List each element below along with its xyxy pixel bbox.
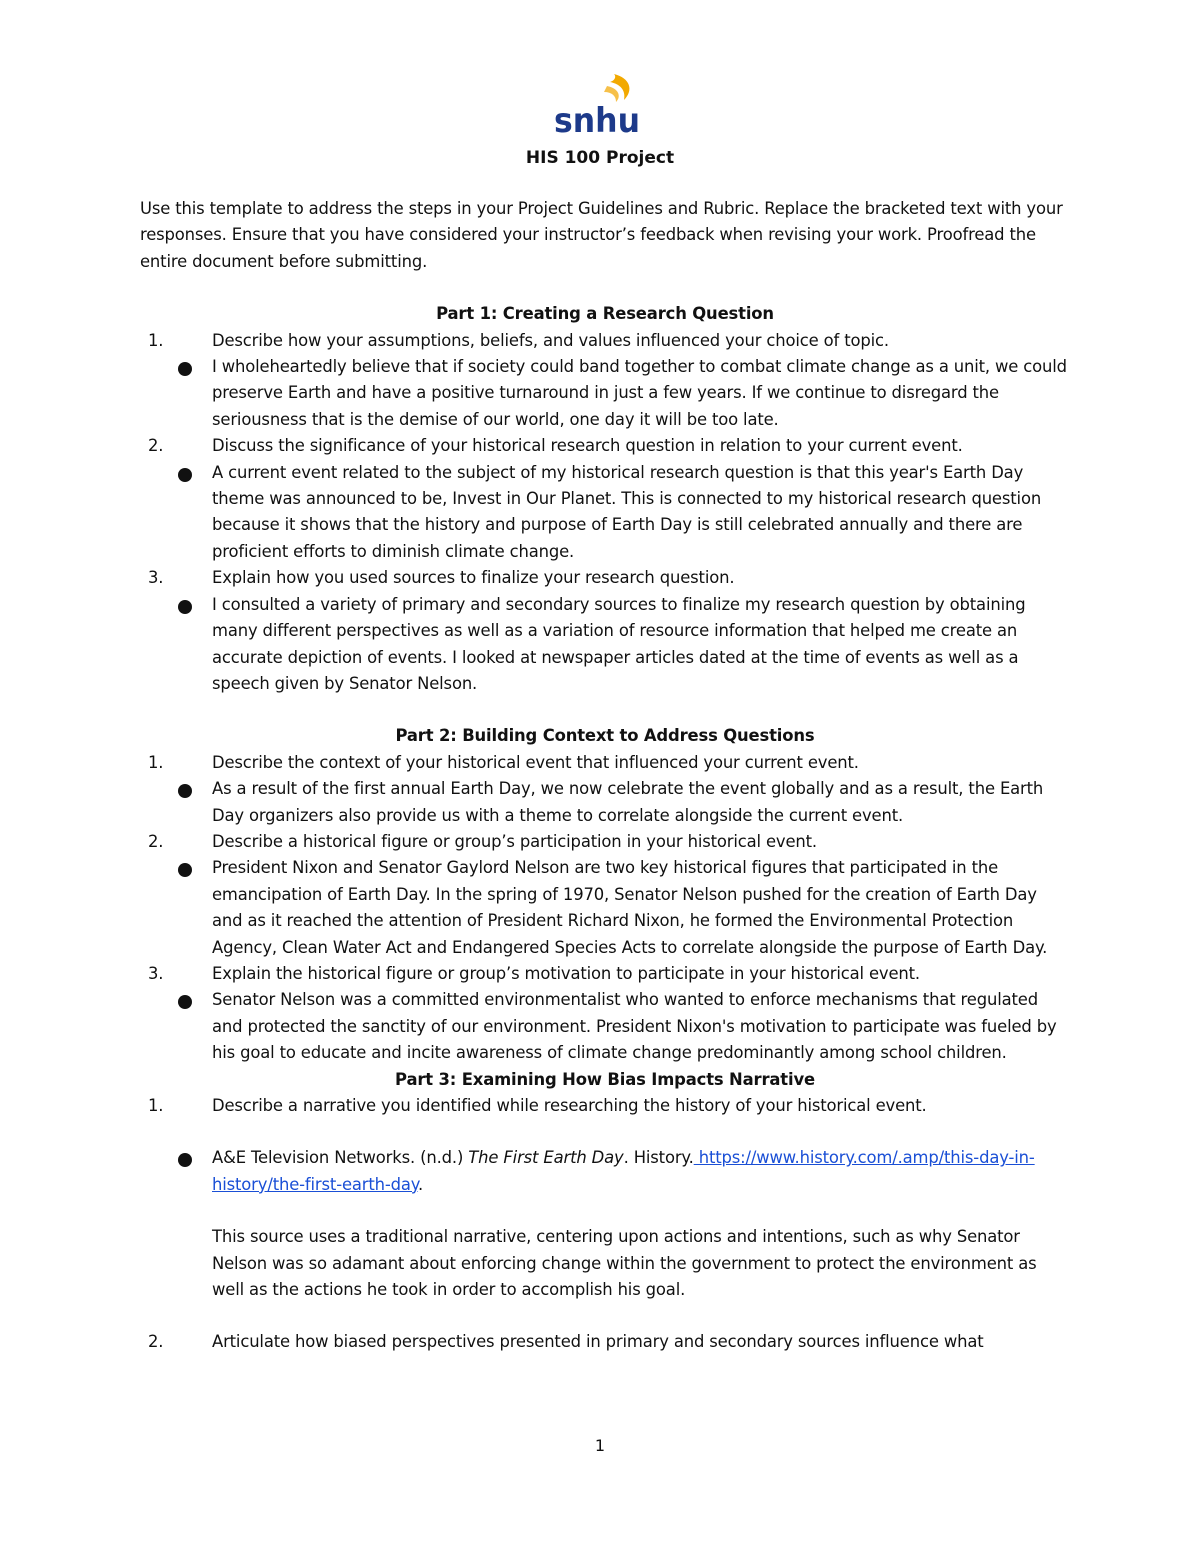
citation xyxy=(212,1145,1070,1198)
list-item xyxy=(140,565,1070,591)
flame-leaf-icon xyxy=(610,74,629,100)
list-number: 3. xyxy=(148,963,164,983)
answer-text: I consulted a variety of primary and secondary sources to finalize my research question by obtaining many different perspectives as well as a variation of resource information that helped me create an accurate depiction of events. I looked at newspaper articles dated at the time of events as well as a speech given by Senator Nelson. xyxy=(212,594,1026,693)
logo-text: snhu xyxy=(554,101,640,136)
list-item xyxy=(140,1224,1070,1303)
intro-paragraph: Use this template to address the steps in your Project Guidelines and Rubric. Replace the bracketed text with your responses. Ensure that you have considered your instructor’s feedback when revising your work. Proofread the entire document before submitting. xyxy=(140,199,1063,271)
citation-publisher: . History. xyxy=(623,1148,694,1168)
list-number: 2. xyxy=(148,436,164,456)
list-item xyxy=(140,855,1070,961)
snhu-logo xyxy=(552,72,644,136)
citation-link[interactable]: https://www.history.com/.amp/this-day-in-history/the-first-earth-day xyxy=(212,1148,1035,1194)
list-item xyxy=(140,592,1070,698)
citation-end: . xyxy=(418,1174,424,1194)
question-text: Articulate how biased perspectives presented in primary and secondary sources influence what xyxy=(212,1332,984,1352)
answer-text: I wholeheartedly believe that if society could band together to combat climate change as a unit, we could preserve Earth and have a positive turnaround in just a few years. If we continue to disregard the seriousness that is the demise of our world, one day it will be too late. xyxy=(212,357,1067,429)
page-title: HIS 100 Project xyxy=(525,148,675,168)
answer-text: As a result of the first annual Earth Day, we now celebrate the event globally and as a result, the Earth Day organizers also provide us with a theme to correlate alongside the current event. xyxy=(212,779,1044,825)
list-number: 2. xyxy=(148,831,164,851)
list-item xyxy=(140,328,1070,354)
answer-text: A current event related to the subject of my historical research question is that this year's Earth Day theme was announced to be, Invest in Our Planet. This is connected to my historical research question because it shows that the history and purpose of Earth Day is still celebrated annually and there are proficient efforts to diminish climate change. xyxy=(212,462,1042,561)
question-text: Describe a narrative you identified while researching the history of your historical event. xyxy=(212,1096,927,1115)
citation-title: The First Earth Day xyxy=(468,1148,624,1168)
list-item xyxy=(140,829,1070,855)
list-item xyxy=(140,460,1070,566)
list-number: 1. xyxy=(148,330,164,350)
list-item xyxy=(140,1093,1070,1119)
answer-text: This source uses a traditional narrative, centering upon actions and intentions, such as why Senator Nelson was so adamant about enforcing change within the government to protect the environment as well as the actions he took in order to accomplish his goal. xyxy=(212,1227,1037,1300)
list-number: 1. xyxy=(148,752,164,772)
list-item xyxy=(140,961,1070,987)
part3-heading: Part 3: Examining How Bias Impacts Narrative xyxy=(395,1069,815,1089)
list-item xyxy=(140,987,1070,1066)
list-item xyxy=(140,776,1070,829)
list-number: 1. xyxy=(148,1096,164,1115)
part1-heading: Part 1: Creating a Research Question xyxy=(436,304,774,324)
list-item xyxy=(140,1329,1070,1355)
list-item xyxy=(140,433,1070,459)
page-number: 1 xyxy=(594,1436,606,1455)
citation-author: A&E Television Networks. (n.d.) xyxy=(212,1148,469,1168)
list-item xyxy=(140,354,1070,433)
part2-heading: Part 2: Building Context to Address Questions xyxy=(395,726,815,746)
document-body xyxy=(140,196,1070,1356)
list-item xyxy=(140,750,1070,776)
question-text: Describe how your assumptions, beliefs, and values influenced your choice of topic. xyxy=(212,330,889,350)
answer-text: Senator Nelson was a committed environmentalist who wanted to enforce mechanisms that regulated and protected the sanctity of our environment. President Nixon's motivation to participate was fueled by his goal to educate and incite awareness of climate change predominantly among school children. xyxy=(212,990,1057,1063)
question-text: Describe the context of your historical event that influenced your current event. xyxy=(212,752,859,772)
answer-text: President Nixon and Senator Gaylord Nelson are two key historical figures that participated in the emancipation of Earth Day. In the spring of 1970, Senator Nelson pushed for the creation of Earth Day and as it reached the attention of President Richard Nixon, he formed the Environmental Protection Agency, Clean Water Act and Endangered Species Acts to correlate alongside the purpose of Earth Day. xyxy=(212,858,1048,957)
list-item xyxy=(140,1145,1070,1198)
list-number: 2. xyxy=(148,1332,164,1352)
question-text: Explain the historical figure or group’s motivation to participate in your historical event. xyxy=(212,963,920,983)
question-text: Discuss the significance of your historical research question in relation to your current event. xyxy=(212,436,963,456)
question-text: Describe a historical figure or group’s participation in your historical event. xyxy=(212,831,817,851)
list-number: 3. xyxy=(148,568,164,588)
question-text: Explain how you used sources to finalize your research question. xyxy=(212,568,735,588)
